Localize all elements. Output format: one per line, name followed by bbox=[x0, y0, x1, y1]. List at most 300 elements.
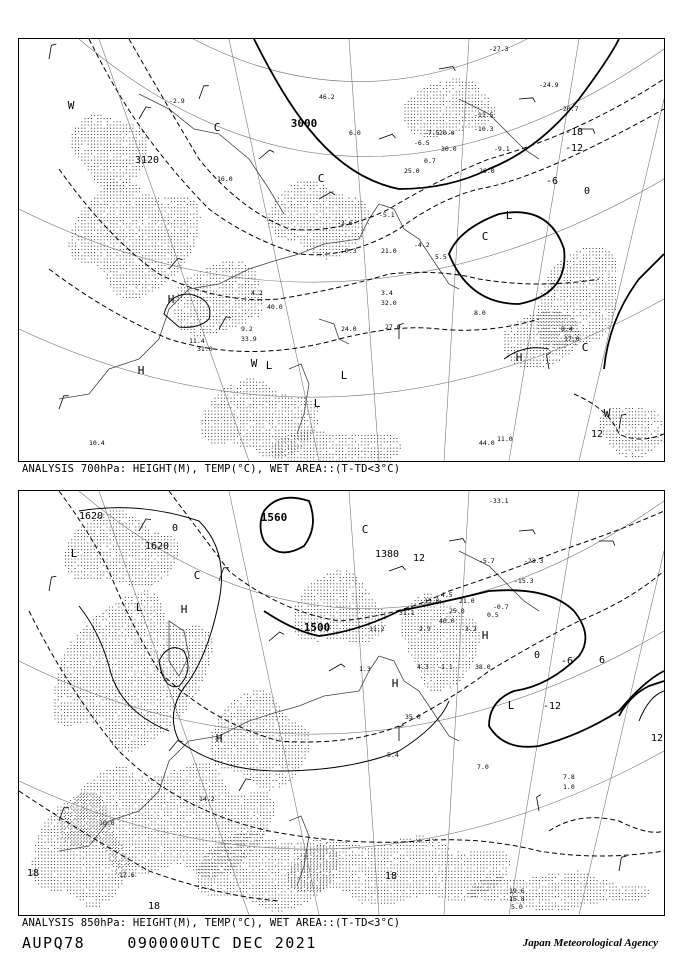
wet-dot bbox=[282, 442, 283, 443]
wet-dot bbox=[622, 453, 623, 454]
wet-dot bbox=[132, 191, 133, 192]
wet-dot bbox=[596, 338, 597, 339]
wet-dot bbox=[605, 331, 606, 332]
wet-dot bbox=[465, 114, 466, 115]
wet-dot bbox=[570, 274, 571, 275]
wet-dot bbox=[530, 350, 531, 351]
wet-dot bbox=[84, 258, 85, 259]
wet-dot bbox=[97, 169, 98, 170]
wet-dot bbox=[544, 338, 545, 339]
wet-dot bbox=[548, 331, 549, 332]
wet-dot bbox=[596, 280, 597, 281]
wet-dot bbox=[157, 603, 158, 604]
wet-dot bbox=[253, 426, 254, 427]
wet-dot bbox=[619, 418, 620, 419]
wet-dot bbox=[622, 446, 623, 447]
wet-dot bbox=[554, 334, 555, 335]
wet-dot bbox=[424, 114, 425, 115]
wet-dot bbox=[235, 326, 236, 327]
wet-dot bbox=[97, 265, 98, 266]
wet-dot bbox=[161, 236, 162, 237]
wet-dot bbox=[336, 198, 337, 199]
wet-dot bbox=[262, 382, 263, 383]
wet-dot bbox=[314, 414, 315, 415]
wet-dot bbox=[285, 401, 286, 402]
wet-dot bbox=[243, 442, 244, 443]
wet-dot bbox=[560, 315, 561, 316]
wet-dot bbox=[222, 326, 223, 327]
wet-dot bbox=[184, 284, 185, 285]
wet-dot bbox=[251, 310, 252, 311]
wet-dot bbox=[110, 140, 111, 141]
wet-dot bbox=[227, 410, 228, 411]
wet-dot bbox=[433, 120, 434, 121]
wet-dot bbox=[116, 242, 117, 243]
wet-dot bbox=[100, 262, 101, 263]
wet-dot bbox=[216, 303, 217, 304]
wet-dot bbox=[596, 306, 597, 307]
wet-dot bbox=[284, 441, 285, 442]
wet-dot bbox=[100, 249, 101, 250]
wet-dot bbox=[120, 163, 121, 164]
station-value: 11.0 bbox=[497, 435, 513, 443]
wet-dot bbox=[139, 246, 140, 247]
wet-dot bbox=[113, 198, 114, 199]
wet-dot bbox=[136, 274, 137, 275]
wet-dot bbox=[612, 264, 613, 265]
wet-dot bbox=[427, 104, 428, 105]
wet-dot bbox=[94, 217, 95, 218]
wet-dot bbox=[294, 407, 295, 408]
wet-dot bbox=[278, 444, 279, 445]
wet-dot bbox=[602, 283, 603, 284]
wet-dot bbox=[355, 204, 356, 205]
station-value: 20.0 bbox=[439, 129, 455, 137]
wet-dot bbox=[576, 296, 577, 297]
wet-dot bbox=[120, 185, 121, 186]
wet-dot bbox=[200, 313, 201, 314]
station-value: 11.4 bbox=[189, 337, 205, 345]
wet-dot bbox=[266, 436, 267, 437]
wet-dot bbox=[619, 450, 620, 451]
wet-dot bbox=[552, 312, 553, 313]
wet-dot bbox=[417, 94, 418, 95]
wet-dot bbox=[586, 261, 587, 262]
wet-dot bbox=[524, 353, 525, 354]
wet-dot bbox=[323, 441, 324, 442]
wet-dot bbox=[294, 239, 295, 240]
wet-dot bbox=[278, 217, 279, 218]
wet-dot bbox=[168, 230, 169, 231]
wet-dot bbox=[184, 287, 185, 288]
wet-dot bbox=[122, 632, 123, 633]
wet-dot bbox=[158, 201, 159, 202]
wet-dot bbox=[361, 441, 362, 442]
wet-dot bbox=[332, 249, 333, 250]
wet-dot bbox=[211, 404, 212, 405]
wet-dot bbox=[288, 439, 289, 440]
wet-dot bbox=[404, 110, 405, 111]
wet-dot bbox=[93, 645, 94, 646]
wet-dot bbox=[97, 236, 98, 237]
wet-dot bbox=[139, 249, 140, 250]
wet-dot bbox=[126, 297, 127, 298]
wet-dot bbox=[323, 460, 324, 461]
wet-dot bbox=[240, 426, 241, 427]
wet-dot bbox=[190, 290, 191, 291]
wet-dot bbox=[275, 455, 276, 456]
wet-dot bbox=[533, 366, 534, 367]
wet-dot bbox=[589, 274, 590, 275]
wet-dot bbox=[546, 321, 547, 322]
wet-dot bbox=[182, 635, 183, 636]
wet-dot bbox=[224, 398, 225, 399]
wet-dot bbox=[281, 457, 282, 458]
wet-dot bbox=[214, 442, 215, 443]
wet-dot bbox=[214, 433, 215, 434]
wet-dot bbox=[227, 407, 228, 408]
wet-dot bbox=[549, 318, 550, 319]
wet-dot bbox=[113, 169, 114, 170]
wet-dot bbox=[177, 271, 178, 272]
wet-dot bbox=[123, 268, 124, 269]
wet-dot bbox=[86, 635, 87, 636]
wet-dot bbox=[615, 286, 616, 287]
wet-dot bbox=[203, 326, 204, 327]
wet-dot bbox=[187, 233, 188, 234]
wet-dot bbox=[339, 198, 340, 199]
wet-dot bbox=[109, 606, 110, 607]
wet-dot bbox=[326, 220, 327, 221]
wet-dot bbox=[258, 300, 259, 301]
station-value: 4.2 bbox=[251, 289, 263, 297]
wet-dot bbox=[427, 98, 428, 99]
wet-dot bbox=[72, 137, 73, 138]
wet-dot bbox=[456, 126, 457, 127]
wet-dot bbox=[472, 98, 473, 99]
wet-dot bbox=[136, 191, 137, 192]
wet-dot bbox=[213, 297, 214, 298]
wet-dot bbox=[75, 131, 76, 132]
wet-dot bbox=[462, 130, 463, 131]
wet-dot bbox=[164, 249, 165, 250]
wet-dot bbox=[187, 249, 188, 250]
wet-dot bbox=[300, 242, 301, 243]
wet-dot bbox=[81, 210, 82, 211]
wet-dot bbox=[245, 297, 246, 298]
wet-dot bbox=[355, 236, 356, 237]
wet-dot bbox=[307, 426, 308, 427]
wet-dot bbox=[433, 91, 434, 92]
wet-dot bbox=[148, 268, 149, 269]
wet-dot bbox=[91, 166, 92, 167]
wet-dot bbox=[77, 642, 78, 643]
wet-dot bbox=[336, 217, 337, 218]
wet-dot bbox=[229, 290, 230, 291]
wet-dot bbox=[560, 338, 561, 339]
wet-dot bbox=[436, 107, 437, 108]
wet-dot bbox=[107, 150, 108, 151]
wet-dot bbox=[546, 360, 547, 361]
wet-dot bbox=[198, 632, 199, 633]
wet-dot bbox=[300, 191, 301, 192]
station-value: 27.0 bbox=[385, 323, 401, 331]
wet-dot bbox=[194, 332, 195, 333]
wet-dot bbox=[641, 421, 642, 422]
wet-dot bbox=[612, 277, 613, 278]
wet-dot bbox=[384, 435, 385, 436]
wet-dot bbox=[251, 306, 252, 307]
wet-dot bbox=[288, 438, 289, 439]
wet-dot bbox=[323, 194, 324, 195]
wet-dot bbox=[275, 414, 276, 415]
wet-dot bbox=[123, 176, 124, 177]
wet-dot bbox=[316, 207, 317, 208]
wet-dot bbox=[613, 434, 614, 435]
wet-dot bbox=[657, 421, 658, 422]
wet-dot bbox=[291, 426, 292, 427]
wet-dot bbox=[110, 258, 111, 259]
wet-dot bbox=[329, 435, 330, 436]
wet-dot bbox=[580, 315, 581, 316]
wet-dot bbox=[291, 436, 292, 437]
wet-dot bbox=[118, 642, 119, 643]
wet-dot bbox=[417, 91, 418, 92]
wet-dot bbox=[316, 239, 317, 240]
wet-dot bbox=[91, 236, 92, 237]
wet-dot bbox=[511, 337, 512, 338]
wet-dot bbox=[129, 255, 130, 256]
wet-dot bbox=[355, 198, 356, 199]
wet-dot bbox=[147, 613, 148, 614]
wet-dot bbox=[161, 204, 162, 205]
wet-dot bbox=[158, 214, 159, 215]
wet-dot bbox=[128, 603, 129, 604]
wet-dot bbox=[342, 460, 343, 461]
wet-dot bbox=[171, 233, 172, 234]
wet-dot bbox=[352, 454, 353, 455]
wet-dot bbox=[238, 313, 239, 314]
wet-dot bbox=[548, 318, 549, 319]
wet-dot bbox=[294, 185, 295, 186]
wet-dot bbox=[592, 251, 593, 252]
wet-dot bbox=[160, 610, 161, 611]
wet-dot bbox=[123, 207, 124, 208]
wet-dot bbox=[570, 302, 571, 303]
wet-dot bbox=[113, 278, 114, 279]
wet-dot bbox=[132, 144, 133, 145]
wet-dot bbox=[648, 430, 649, 431]
wet-dot bbox=[120, 128, 121, 129]
wet-dot bbox=[304, 217, 305, 218]
wet-dot bbox=[88, 131, 89, 132]
wet-dot bbox=[651, 437, 652, 438]
wet-dot bbox=[541, 302, 542, 303]
wet-dot bbox=[147, 610, 148, 611]
wet-dot bbox=[116, 255, 117, 256]
wet-dot bbox=[266, 385, 267, 386]
wet-dot bbox=[576, 270, 577, 271]
wet-dot bbox=[596, 270, 597, 271]
wet-dot bbox=[520, 321, 521, 322]
wet-dot bbox=[205, 420, 206, 421]
wet-dot bbox=[246, 394, 247, 395]
wet-dot bbox=[94, 249, 95, 250]
wet-dot bbox=[557, 299, 558, 300]
wet-dot bbox=[184, 242, 185, 243]
wet-dot bbox=[216, 316, 217, 317]
wet-dot bbox=[174, 210, 175, 211]
wet-dot bbox=[128, 619, 129, 620]
wet-dot bbox=[452, 104, 453, 105]
wet-dot bbox=[452, 107, 453, 108]
wet-dot bbox=[132, 239, 133, 240]
wet-dot bbox=[253, 378, 254, 379]
wet-dot bbox=[110, 150, 111, 151]
wet-dot bbox=[129, 281, 130, 282]
wet-dot bbox=[316, 210, 317, 211]
wet-dot bbox=[596, 274, 597, 275]
wet-dot bbox=[123, 239, 124, 240]
wet-dot bbox=[229, 262, 230, 263]
wet-dot bbox=[164, 239, 165, 240]
wet-dot bbox=[224, 433, 225, 434]
wet-dot bbox=[546, 340, 547, 341]
wet-dot bbox=[291, 404, 292, 405]
wet-dot bbox=[72, 134, 73, 135]
wet-dot bbox=[115, 626, 116, 627]
wet-dot bbox=[163, 619, 164, 620]
wet-dot bbox=[339, 207, 340, 208]
wet-dot bbox=[638, 418, 639, 419]
wet-dot bbox=[160, 606, 161, 607]
wet-dot bbox=[240, 382, 241, 383]
wet-dot bbox=[163, 645, 164, 646]
wet-dot bbox=[253, 430, 254, 431]
wet-dot bbox=[625, 408, 626, 409]
wet-dot bbox=[256, 420, 257, 421]
wet-dot bbox=[355, 210, 356, 211]
wet-dot bbox=[88, 118, 89, 119]
wet-dot bbox=[205, 635, 206, 636]
wet-dot bbox=[272, 214, 273, 215]
wet-dot bbox=[234, 423, 235, 424]
wet-dot bbox=[259, 404, 260, 405]
wet-dot bbox=[245, 300, 246, 301]
wet-dot bbox=[304, 398, 305, 399]
wet-dot bbox=[132, 166, 133, 167]
wet-dot bbox=[348, 207, 349, 208]
wet-dot bbox=[226, 319, 227, 320]
wet-dot bbox=[546, 344, 547, 345]
wet-dot bbox=[213, 274, 214, 275]
wet-dot bbox=[184, 214, 185, 215]
wet-dot bbox=[544, 315, 545, 316]
wet-dot bbox=[436, 91, 437, 92]
wet-dot bbox=[203, 316, 204, 317]
wet-dot bbox=[81, 140, 82, 141]
wet-dot bbox=[269, 423, 270, 424]
wet-dot bbox=[155, 233, 156, 234]
wet-dot bbox=[176, 645, 177, 646]
wet-dot bbox=[336, 236, 337, 237]
wet-dot bbox=[291, 433, 292, 434]
wet-dot bbox=[100, 246, 101, 247]
wet-dot bbox=[205, 426, 206, 427]
wet-dot bbox=[543, 350, 544, 351]
wet-dot bbox=[278, 236, 279, 237]
wet-dot bbox=[320, 188, 321, 189]
wet-dot bbox=[549, 337, 550, 338]
wet-dot bbox=[235, 306, 236, 307]
wet-dot bbox=[254, 303, 255, 304]
wet-dot bbox=[78, 220, 79, 221]
wet-dot bbox=[107, 163, 108, 164]
wet-dot bbox=[285, 404, 286, 405]
wet-dot bbox=[253, 442, 254, 443]
wet-dot bbox=[113, 131, 114, 132]
wet-dot bbox=[554, 344, 555, 345]
wet-dot bbox=[282, 452, 283, 453]
wet-dot bbox=[282, 433, 283, 434]
wet-dot bbox=[107, 124, 108, 125]
wet-dot bbox=[222, 287, 223, 288]
wet-dot bbox=[205, 436, 206, 437]
wet-dot bbox=[307, 204, 308, 205]
wet-dot bbox=[97, 258, 98, 259]
wet-dot bbox=[213, 268, 214, 269]
wet-dot bbox=[336, 438, 337, 439]
wet-dot bbox=[452, 123, 453, 124]
wet-dot bbox=[281, 460, 282, 461]
wet-dot bbox=[560, 318, 561, 319]
wet-dot bbox=[348, 210, 349, 211]
wet-dot bbox=[323, 230, 324, 231]
wet-dot bbox=[635, 430, 636, 431]
wet-dot bbox=[226, 284, 227, 285]
wet-dot bbox=[78, 230, 79, 231]
wet-dot bbox=[364, 207, 365, 208]
wet-dot bbox=[440, 85, 441, 86]
wet-dot bbox=[136, 166, 137, 167]
wet-dot bbox=[592, 261, 593, 262]
wet-dot bbox=[129, 207, 130, 208]
wet-dot bbox=[99, 645, 100, 646]
wet-dot bbox=[208, 439, 209, 440]
wet-dot bbox=[456, 120, 457, 121]
wet-dot bbox=[152, 287, 153, 288]
wet-dot bbox=[638, 408, 639, 409]
wet-dot bbox=[589, 306, 590, 307]
wet-dot bbox=[232, 284, 233, 285]
wet-dot bbox=[102, 632, 103, 633]
wet-dot bbox=[147, 600, 148, 601]
wet-dot bbox=[625, 427, 626, 428]
wet-dot bbox=[123, 242, 124, 243]
wet-dot bbox=[91, 118, 92, 119]
wet-dot bbox=[294, 446, 295, 447]
wet-dot bbox=[173, 635, 174, 636]
wet-dot bbox=[488, 101, 489, 102]
wet-dot bbox=[374, 457, 375, 458]
wet-dot bbox=[355, 460, 356, 461]
wet-dot bbox=[573, 296, 574, 297]
wet-dot bbox=[559, 328, 560, 329]
wet-dot bbox=[107, 169, 108, 170]
wet-dot bbox=[269, 404, 270, 405]
wet-dot bbox=[602, 299, 603, 300]
wet-dot bbox=[193, 201, 194, 202]
